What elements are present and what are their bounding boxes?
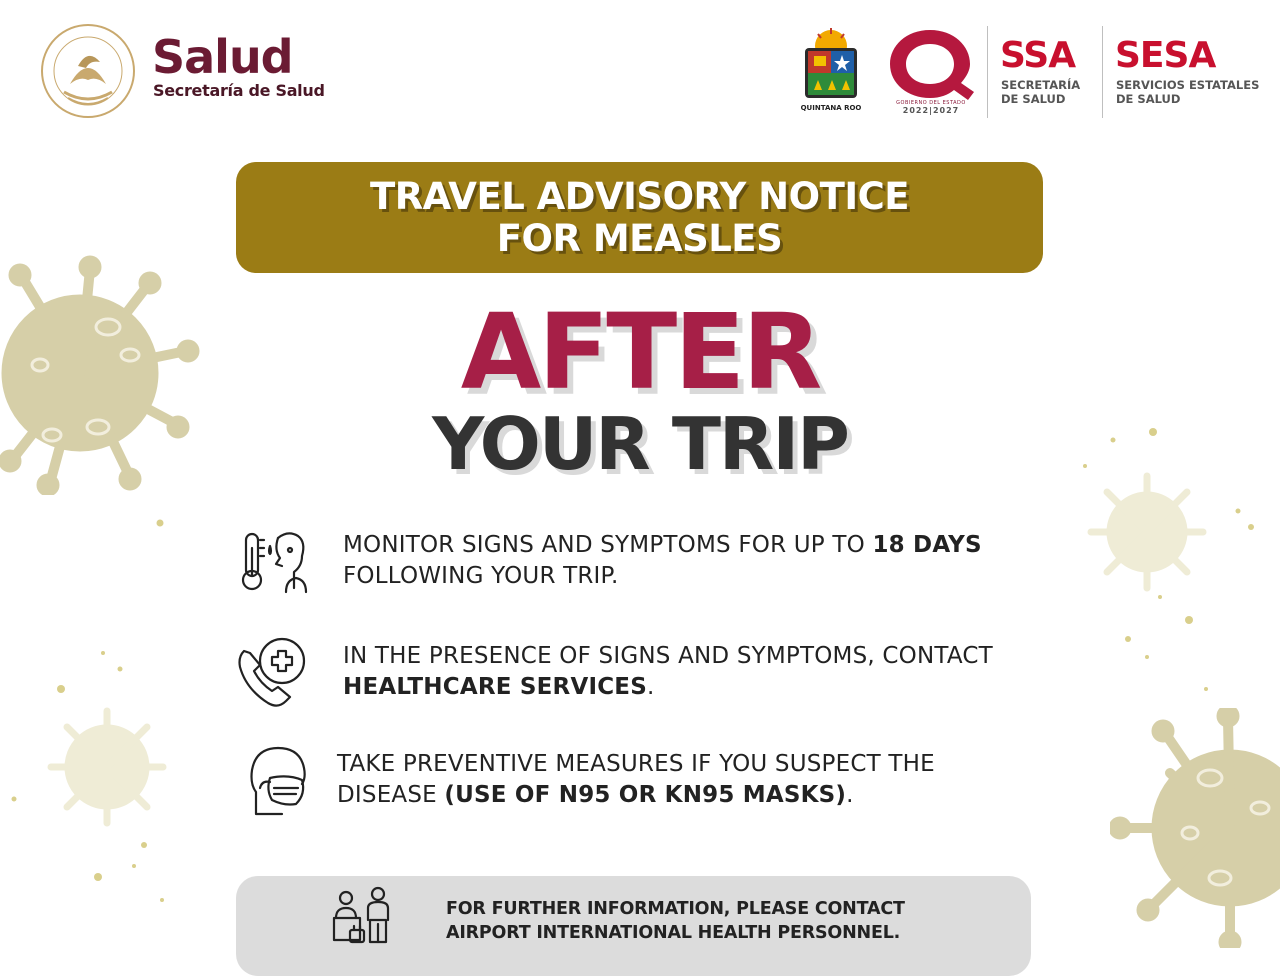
government-q-logo — [884, 26, 976, 102]
header-divider-1 — [987, 26, 988, 118]
item-monitor-symptoms — [343, 530, 982, 592]
government-label: GOBIERNO DEL ESTADO — [896, 100, 966, 106]
item-contact-line2-end: . — [646, 674, 655, 700]
healthcare-services-bold: HEALTHCARE SERVICES — [343, 674, 647, 700]
sesa-subtitle-line1: SERVICIOS ESTATALES — [1116, 78, 1260, 92]
item-contact-line2 — [343, 672, 993, 703]
headline-your-trip: YOUR TRIP — [432, 402, 848, 486]
headline-after: AFTER — [460, 291, 820, 413]
item-preventive-measures — [337, 749, 935, 811]
thermometer-fever-icon — [240, 528, 312, 596]
item-preventive-line2-end: . — [846, 782, 854, 808]
sesa-subtitle — [1116, 78, 1259, 106]
quintana-roo-label: QUINTANA ROO — [800, 104, 862, 112]
sesa-subtitle-line2: DE SALUD — [1116, 92, 1181, 106]
banner-line-2: FOR MEASLES — [496, 216, 783, 260]
ssa-subtitle-line2: DE SALUD — [1001, 92, 1066, 106]
n95-masks-bold: (USE OF N95 OR KN95 MASKS) — [444, 782, 847, 808]
item-contact-line1: IN THE PRESENCE OF SIGNS AND SYMPTOMS, CONTACT — [343, 643, 993, 669]
item-monitor-line1 — [343, 530, 982, 561]
header-divider-2 — [1102, 26, 1103, 118]
ssa-subtitle — [1001, 78, 1080, 106]
advisory-banner — [236, 162, 1043, 273]
footer-line-2: AIRPORT INTERNATIONAL HEALTH PERSONNEL. — [446, 923, 901, 943]
government-years: 2022|2027 — [902, 106, 960, 115]
eighteen-days-bold: 18 DAYS — [872, 532, 982, 558]
face-mask-icon — [244, 744, 310, 820]
banner-line-1: TRAVEL ADVISORY NOTICE — [369, 174, 910, 218]
item-contact-healthcare — [343, 641, 993, 703]
airport-health-personnel-icon — [330, 884, 398, 948]
salud-subtitle: Secretaría de Salud — [153, 81, 325, 100]
item-preventive-line2-text: DISEASE — [337, 782, 445, 808]
sesa-title: SESA — [1115, 35, 1216, 76]
salud-title: Salud — [152, 30, 293, 84]
item-preventive-line2 — [337, 780, 935, 811]
ssa-subtitle-line1: SECRETARÍA — [1001, 78, 1081, 92]
item-preventive-line1: TAKE PREVENTIVE MEASURES IF YOU SUSPECT THE — [337, 751, 935, 777]
footer-contact-text — [446, 897, 946, 945]
item-monitor-line1-text: MONITOR SIGNS AND SYMPTOMS FOR UP TO — [343, 532, 873, 558]
footer-line-1: FOR FURTHER INFORMATION, PLEASE CONTACT — [446, 899, 905, 919]
item-monitor-line2: FOLLOWING YOUR TRIP. — [343, 563, 619, 589]
phone-medical-icon — [234, 635, 312, 711]
ssa-title: SSA — [1000, 35, 1076, 76]
mexico-coat-of-arms-seal — [38, 22, 138, 120]
